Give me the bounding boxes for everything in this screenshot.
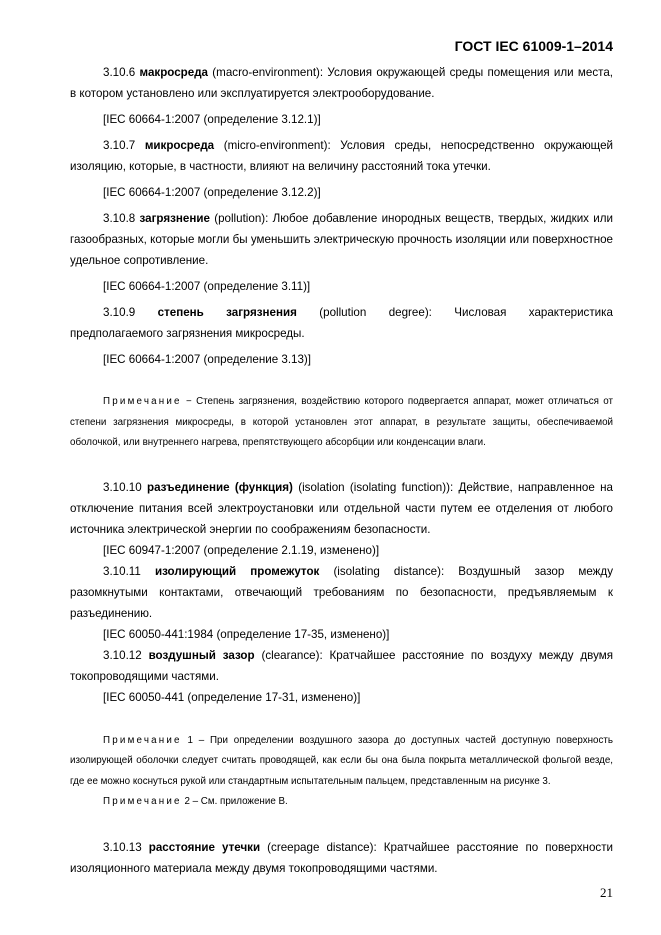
term: расстояние утечки	[148, 840, 261, 854]
note-1: Примечание 1 – При определении воздушного зазора до доступных частей доступную поверхность изолирующей оболочки следует считать проводящей, как если бы она была покрыта металлической фольгой везде, где ее можно коснуться рукой или стандартным испытательным пальцем, представленным на рисунке 3.	[70, 734, 613, 787]
term: макросреда	[139, 66, 209, 79]
note-2: Примечание 2 – См. приложение В.	[103, 796, 288, 807]
page-content	[70, 62, 613, 879]
clause-3-10-8: 3.10.8 загрязнение (pollution): Любое добавление инородных веществ, твердых, жидких или газообразных, которые могли бы уменьшить электрическую прочность изоляции или поверхностное удельное сопротивление.	[70, 212, 613, 267]
clause-3-10-11: 3.10.11 изолирующий промежуток (isolating distance): Воздушный зазор между разомкнутыми контактами, отвечающий требованиям по безопасности, предъявляемым к разъединению.	[70, 564, 613, 620]
clause-3-10-12-ref: [IEC 60050-441 (определение 17-31, изменено)]	[103, 690, 361, 704]
term: изолирующий промежуток	[154, 564, 320, 578]
clause-3-10-8-ref: [IEC 60664-1:2007 (определение 3.11)]	[103, 280, 311, 293]
clause-3-10-9-ref: [IEC 60664-1:2007 (определение 3.13)]	[103, 353, 312, 366]
clause-3-10-10: 3.10.10 разъединение (функция) (isolation (isolating function)): Действие, направленное на отключение питания всей электроустановки или отдельной части путем ее отделения от любого источника электрической энергии по соображениям безопасности.	[70, 480, 613, 536]
clause-3-10-6: 3.10.6 макросреда (macro-environment): Условия окружающей среды помещения или места, в котором установлено или эксплуатируется электрооборудование.	[70, 66, 613, 100]
clause-3-10-7-ref: [IEC 60664-1:2007 (определение 3.12.2)]	[103, 186, 321, 199]
document-header: ГОСТ IEC 61009-1–2014	[454, 38, 613, 54]
clause-3-10-11-ref: [IEC 60050-441:1984 (определение 17-35, изменено)]	[103, 627, 390, 641]
clause-3-10-9-line2: предполагаемого загрязнения микросреды.	[70, 327, 305, 340]
term: воздушный зазор	[148, 648, 255, 662]
term: микросреда	[144, 139, 215, 152]
note: Примечание − Степень загрязнения, воздействию которого подвергается аппарат, может отличаться от степени загрязнения микросреды, в которой установлен этот аппарат, в результате защиты, обеспечиваемой оболочкой, или внутреннего нагрева, препятствующего абсорбции или конденсации влаги.	[70, 396, 613, 448]
clause-3-10-10-ref: [IEC 60947-1:2007 (определение 2.1.19, изменено)]	[103, 543, 380, 557]
clause-3-10-6-ref: [IEC 60664-1:2007 (определение 3.12.1)]	[103, 113, 321, 126]
term: загрязнение	[139, 212, 210, 225]
clause-3-10-13: 3.10.13 расстояние утечки (creepage distance): Кратчайшее расстояние по поверхности изоляционного материала между двумя токопроводящими частями.	[70, 840, 613, 875]
clause-3-10-12: 3.10.12 воздушный зазор (clearance): Кратчайшее расстояние по воздуху между двумя токопроводящими частями.	[70, 648, 613, 683]
clause-3-10-9-line1: 3.10.9 степень загрязнения (pollution degree): Числовая характеристика	[103, 306, 613, 319]
term: разъединение (функция)	[147, 480, 293, 494]
page-number: 21	[600, 885, 613, 900]
clause-3-10-7: 3.10.7 микросреда (micro-environment): Условия среды, непосредственно окружающей изоляцию, которые, в частности, влияют на величину расстояний тока утечки.	[70, 139, 613, 173]
